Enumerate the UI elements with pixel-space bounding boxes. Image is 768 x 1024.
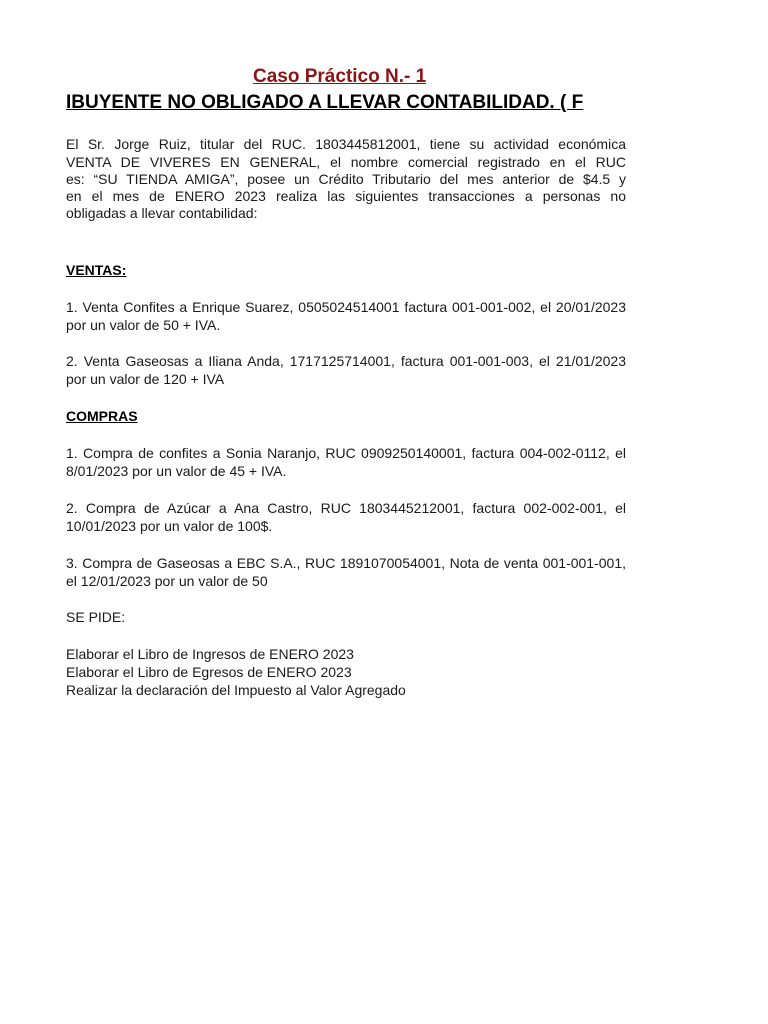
page-title: Caso Práctico N.- 1	[253, 66, 427, 87]
page-subtitle: IBUYENTE NO OBLIGADO A LLEVAR CONTABILIDAD. ( F	[66, 92, 584, 113]
intro-line: obligadas a llevar contabilidad:	[66, 205, 258, 221]
venta-item: 2. Venta Gaseosas a Iliana Anda, 1717125714001, factura 001-001-003, el 21/01/2023 por un valor de 120 + IVA	[66, 353, 626, 387]
intro-line: VENTA DE VIVERES EN GENERAL, el nombre comercial registrado en el RUC	[66, 154, 626, 170]
ventas-heading: VENTAS:	[66, 262, 127, 278]
se-pide-heading: SE PIDE:	[66, 609, 126, 625]
compra-item: 1. Compra de confites a Sonia Naranjo, RUC 0909250140001, factura 004-002-0112, el 8/01/2023 por un valor de 45 + IVA.	[66, 445, 626, 479]
intro-line: El Sr. Jorge Ruiz, titular del RUC. 1803445812001, tiene su actividad económica	[66, 136, 626, 152]
compra-item: 3. Compra de Gaseosas a EBC S.A., RUC 1891070054001, Nota de venta 001-001-001, el 12/01/2023 por un valor de 50	[66, 555, 626, 589]
se-pide-item: Elaborar el Libro de Egresos de ENERO 2023	[66, 664, 352, 680]
se-pide-item: Elaborar el Libro de Ingresos de ENERO 2023	[66, 646, 354, 662]
intro-line: es: “SU TIENDA AMIGA”, posee un Crédito Tributario del mes anterior de $4.5 y	[66, 171, 626, 187]
compra-item: 2. Compra de Azúcar a Ana Castro, RUC 1803445212001, factura 002-002-001, el 10/01/2023 por un valor de 100$.	[66, 500, 626, 534]
venta-item: 1. Venta Confites a Enrique Suarez, 0505024514001 factura 001-001-002, el 20/01/2023 por un valor de 50 + IVA.	[66, 299, 626, 333]
se-pide-item: Realizar la declaración del Impuesto al Valor Agregado	[66, 682, 406, 698]
compras-heading: COMPRAS	[66, 408, 138, 424]
intro-line: en el mes de ENERO 2023 realiza las siguientes transacciones a personas no	[66, 188, 626, 204]
